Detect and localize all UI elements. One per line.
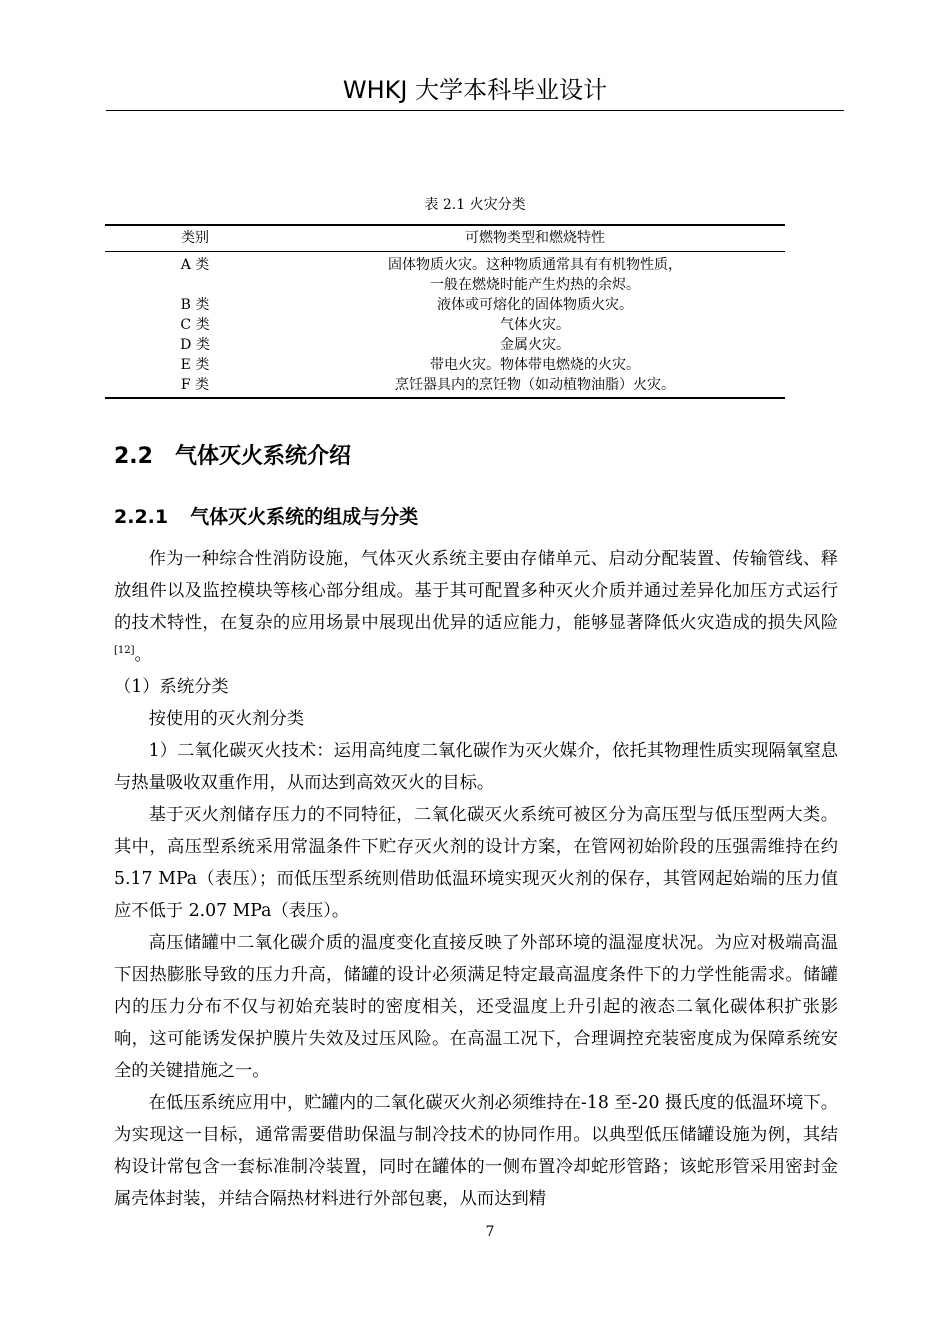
- table-cell-characteristics: 带电火灾。物体带电燃烧的火灾。: [430, 357, 640, 373]
- paragraph: 在低压系统应用中，贮罐内的二氧化碳灭火剂必须维持在-18 至-20 摄氏度的低温环境下。为实现这一目标，通常需要借助保温与制冷技术的协同作用。以典型低压储罐设施为例，其结构设计常包含一套标准制冷装置，同时在罐体的一侧布置冷却蛇形管路；该蛇形管采用密封金属壳体封装，并结合隔热材料进行外部包裹，从而达到精: [114, 1093, 838, 1209]
- subsection-title: 气体灭火系统的组成与分类: [190, 506, 419, 528]
- table-row: [105, 315, 785, 335]
- body-text: [114, 543, 838, 1215]
- header-rule: [106, 110, 844, 111]
- table-cell-category: A 类: [180, 257, 210, 273]
- table-row: [105, 295, 785, 315]
- table-cell-characteristics: 气体火灾。: [500, 317, 570, 333]
- table-cell-category: F 类: [105, 375, 285, 398]
- table-cell-line: 一般在燃烧时能产生灼热的余烬。: [430, 277, 640, 293]
- paragraph: [114, 543, 838, 671]
- table-row: [105, 375, 785, 398]
- table-cell-category: E 类: [180, 357, 210, 373]
- page-header: WHKJ 大学本科毕业设计: [342, 76, 608, 104]
- table-cell-characteristics: [285, 252, 785, 296]
- fire-classification-table: [105, 224, 785, 399]
- table-cell-category: D 类: [180, 337, 210, 353]
- paragraph: 按使用的灭火剂分类: [148, 709, 305, 729]
- table-cell-category: B 类: [180, 297, 210, 313]
- subsection-number: 2.2.1: [114, 506, 169, 528]
- citation: [12]: [114, 645, 135, 656]
- paragraph: （1）系统分类: [114, 677, 229, 697]
- section-title: 气体灭火系统介绍: [174, 444, 351, 469]
- table-row: [105, 335, 785, 355]
- table-cell-category: C 类: [180, 317, 210, 333]
- section-heading: [114, 440, 351, 474]
- table-header-row: [105, 225, 785, 252]
- paragraph: 1）二氧化碳灭火技术：运用高纯度二氧化碳作为灭火媒介，依托其物理性质实现隔氧窒息与热量吸收双重作用，从而达到高效灭火的目标。: [114, 741, 838, 793]
- paragraph-end: 。: [134, 645, 152, 665]
- paragraph-text: 作为一种综合性消防设施，气体灭火系统主要由存储单元、启动分配装置、传输管线、释放组件以及监控模块等核心部分组成。基于其可配置多种灭火介质并通过差异化加压方式运行的技术特性，在复杂的应用场景中展现出优异的适应能力，能够显著降低火灾造成的损失风险: [114, 549, 838, 633]
- table-row: [105, 355, 785, 375]
- subsection-heading: [114, 502, 418, 532]
- page-number: 7: [485, 1224, 495, 1240]
- section-number: 2.2: [114, 444, 153, 469]
- table-header-category: 类别: [105, 225, 285, 252]
- table-cell-characteristics: 金属火灾。: [500, 337, 570, 353]
- table-caption: 表 2.1 火灾分类: [424, 197, 526, 213]
- table-header-characteristics: 可燃物类型和燃烧特性: [285, 225, 785, 252]
- paragraph: 高压储罐中二氧化碳介质的温度变化直接反映了外部环境的温湿度状况。为应对极端高温下因热膨胀导致的压力升高，储罐的设计必须满足特定最高温度条件下的力学性能需求。储罐内的压力分布不仅与初始充装时的密度相关，还受温度上升引起的液态二氧化碳体积扩张影响，这可能诱发保护膜片失效及过压风险。在高温工况下，合理调控充装密度成为保障系统安全的关键措施之一。: [114, 933, 838, 1081]
- table-cell-characteristics: 液体或可熔化的固体物质火灾。: [437, 297, 633, 313]
- table-cell-characteristics: 烹饪器具内的烹饪物（如动植物油脂）火灾。: [285, 375, 785, 398]
- table-cell-line: 固体物质火灾。这种物质通常具有有机物性质，: [388, 257, 682, 273]
- table-row: [105, 252, 785, 296]
- paragraph: 基于灭火剂储存压力的不同特征，二氧化碳灭火系统可被区分为高压型与低压型两大类。其中，高压型系统采用常温条件下贮存灭火剂的设计方案，在管网初始阶段的压强需维持在约 5.17 MPa（表压）；而低压型系统则借助低温环境实现灭火剂的保存，其管网起始端的压力值应不低于 2.07 MPa（表压）。: [114, 805, 838, 921]
